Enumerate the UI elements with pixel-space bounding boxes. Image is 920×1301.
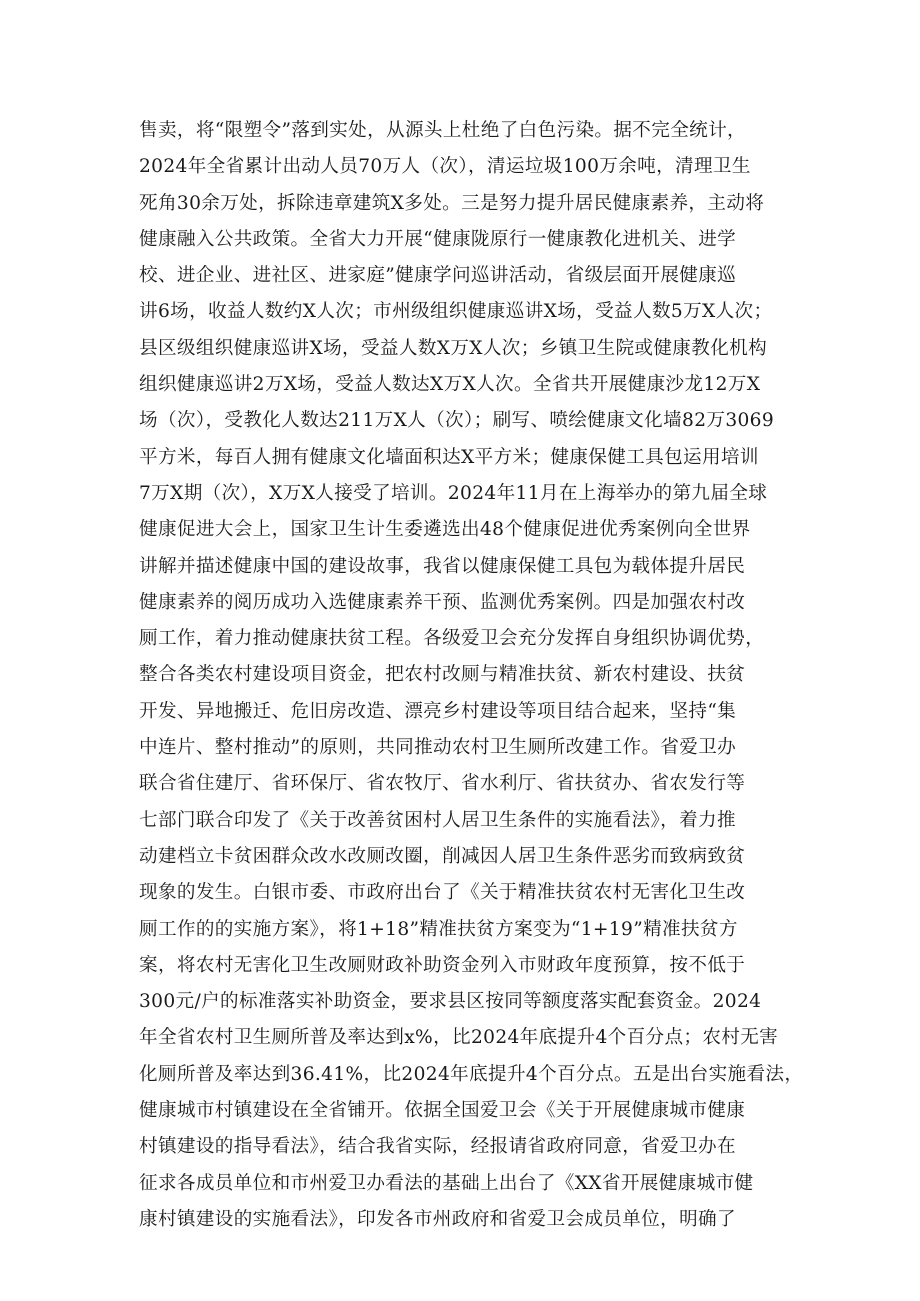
text-line: 平方米，每百人拥有健康文化墙面积达X平方米；健康保健工具包运用培训 — [139, 446, 759, 468]
text-line: 现象的发生。白银市委、市政府出台了《关于精准扶贫农村无害化卫生改 — [139, 882, 746, 904]
text-line: 化厕所普及率达到36.41%，比2024年底提升4个百分点。五是出台实施看法， — [139, 1063, 804, 1085]
text-line: 厕工作的的实施方案》，将1+18”精准扶贫方案变为“1+19”精准扶贫方 — [139, 918, 738, 940]
text-line: 案，将农村无害化卫生改厕财政补助资金列入市财政年度预算，按不低于 — [139, 954, 746, 976]
text-line: 中连片、整村推动”的原则，共同推动农村卫生厕所改建工作。省爱卫办 — [139, 737, 737, 759]
text-line: 2024年全省累计出动人员70万人（次），清运垃圾100万余吨，清理卫生 — [139, 156, 751, 178]
text-line: 售卖，将“限塑令”落到实处，从源头上杜绝了白色污染。据不完全统计， — [139, 120, 746, 141]
text-line: 联合省住建厅、省环保厅、省农牧厅、省水利厅、省扶贫办、省农发行等 — [139, 773, 746, 795]
text-line: 校、进企业、进社区、进家庭”健康学问巡讲活动，省级层面开展健康巡 — [139, 265, 737, 287]
body-text — [139, 113, 804, 1238]
text-line: 讲解并描述健康中国的建设故事，我省以健康保健工具包为载体提升居民 — [139, 555, 746, 577]
text-line: 年全省农村卫生厕所普及率达到x%，比2024年底提升4个百分点；农村无害 — [139, 1027, 779, 1049]
text-line: 征求各成员单位和市州爱卫办看法的基础上出台了《XX省开展健康城市健 — [139, 1172, 754, 1194]
text-line: 厕工作，着力推动健康扶贫工程。各级爱卫会充分发挥自身组织协调优势， — [139, 628, 765, 650]
text-line: 七部门联合印发了《关于改善贫困村人居卫生条件的实施看法》，着力推 — [139, 809, 736, 831]
text-line: 县区级组织健康巡讲X场，受益人数X万X人次；乡镇卫生院或健康教化机构 — [139, 337, 768, 359]
text-line: 健康素养的阅历成功入选健康素养干预、监测优秀案例。四是加强农村改 — [139, 591, 746, 613]
text-line: 健康融入公共政策。全省大力开展“健康陇原行一健康教化进机关、进学 — [139, 228, 737, 250]
text-line: 健康城市村镇建设在全省铺开。依据全国爱卫会《关于开展健康城市健康 — [139, 1100, 746, 1122]
text-line: 讲6场，收益人数约X人次；市州级组织健康巡讲X场，受益人数5万X人次； — [139, 301, 773, 323]
text-line: 健康促进大会上，国家卫生计生委遴选出48个健康促进优秀案例向全世界 — [139, 519, 751, 541]
text-line: 场（次），受教化人数达211万X人（次）；刷写、喷绘健康文化墙82万3069 — [139, 410, 775, 432]
text-line: 动建档立卡贫困群众改水改厕改圈，削减因人居卫生条件恶劣而致病致贫 — [139, 845, 746, 867]
text-line: 村镇建设的指导看法》，结合我省实际，经报请省政府同意，省爱卫办在 — [139, 1136, 736, 1158]
text-line: 开发、异地搬迁、危旧房改造、漂亮乡村建设等项目结合起来，坚持“集 — [139, 700, 737, 722]
text-line: 7万X期（次），X万X人接受了培训。2024年11月在上海举办的第九届全球 — [139, 482, 768, 504]
text-line: 整合各类农村建设项目资金，把农村改厕与精准扶贫、新农村建设、扶贫 — [139, 664, 746, 686]
text-line: 康村镇建设的实施看法》，印发各市州政府和省爱卫会成员单位，明确了 — [139, 1208, 736, 1230]
text-line: 死角30余万处，拆除违章建筑X多处。三是努力提升居民健康素养，主动将 — [139, 192, 765, 214]
text-line: 组织健康巡讲2万X场，受益人数达X万X人次。全省共开展健康沙龙12万X — [139, 374, 761, 396]
text-line: 300元/户的标准落实补助资金，要求县区按同等额度落实配套资金。2024 — [139, 991, 762, 1013]
